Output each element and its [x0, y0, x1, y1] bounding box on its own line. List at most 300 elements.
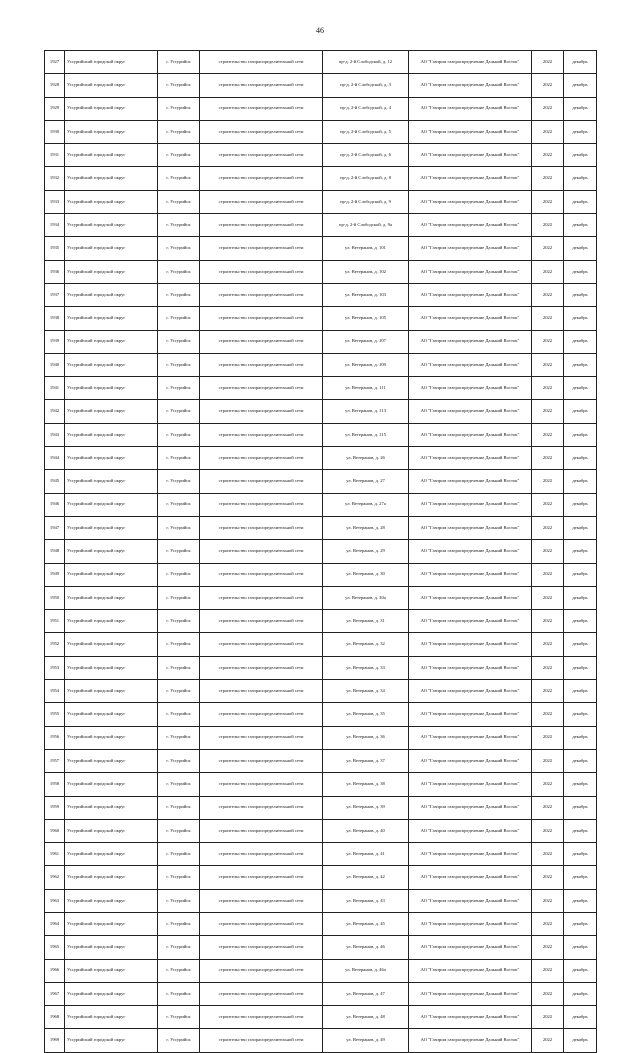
address-cell: пр-д. 2-й Слободской, д. 5: [323, 120, 409, 143]
organization-cell: АО "Газпром газораспределение Дальний Восток": [409, 377, 532, 400]
table-row: [45, 633, 597, 656]
row-number: 1968: [45, 1006, 65, 1029]
organization-cell: АО "Газпром газораспределение Дальний Восток": [409, 470, 532, 493]
year-cell: 2022: [532, 400, 564, 423]
month-cell: декабрь: [564, 633, 597, 656]
work-type-cell: строительство газораспределительной сети: [200, 190, 323, 213]
row-number: 1939: [45, 330, 65, 353]
address-cell: ул. Ветеранов, д. 31: [323, 610, 409, 633]
table-row: [45, 819, 597, 842]
organization-cell: АО "Газпром газораспределение Дальний Восток": [409, 819, 532, 842]
year-cell: 2022: [532, 120, 564, 143]
organization-cell: АО "Газпром газораспределение Дальний Восток": [409, 656, 532, 679]
city-cell: г. Уссурийск: [158, 120, 200, 143]
work-type-cell: строительство газораспределительной сети: [200, 680, 323, 703]
month-cell: декабрь: [564, 773, 597, 796]
district-cell: Уссурийский городской округ: [65, 307, 158, 330]
row-number: 1943: [45, 423, 65, 446]
row-number: 1965: [45, 936, 65, 959]
table-row: [45, 1006, 597, 1029]
table-row: [45, 493, 597, 516]
district-cell: Уссурийский городской округ: [65, 749, 158, 772]
table-row: [45, 656, 597, 679]
organization-cell: АО "Газпром газораспределение Дальний Восток": [409, 796, 532, 819]
city-cell: г. Уссурийск: [158, 819, 200, 842]
table-row: [45, 400, 597, 423]
work-type-cell: строительство газораспределительной сети: [200, 889, 323, 912]
city-cell: г. Уссурийск: [158, 586, 200, 609]
table-row: [45, 470, 597, 493]
work-type-cell: строительство газораспределительной сети: [200, 540, 323, 563]
row-number: 1969: [45, 1029, 65, 1052]
city-cell: г. Уссурийск: [158, 1029, 200, 1052]
month-cell: декабрь: [564, 726, 597, 749]
month-cell: декабрь: [564, 167, 597, 190]
row-number: 1948: [45, 540, 65, 563]
city-cell: г. Уссурийск: [158, 283, 200, 306]
organization-cell: АО "Газпром газораспределение Дальний Восток": [409, 214, 532, 237]
row-number: 1933: [45, 190, 65, 213]
year-cell: 2022: [532, 959, 564, 982]
work-type-cell: строительство газораспределительной сети: [200, 586, 323, 609]
year-cell: 2022: [532, 167, 564, 190]
year-cell: 2022: [532, 283, 564, 306]
address-cell: ул. Ветеранов, д. 42: [323, 866, 409, 889]
city-cell: г. Уссурийск: [158, 680, 200, 703]
month-cell: декабрь: [564, 680, 597, 703]
address-cell: ул. Ветеранов, д. 109: [323, 353, 409, 376]
address-cell: ул. Ветеранов, д. 32: [323, 633, 409, 656]
work-type-cell: строительство газораспределительной сети: [200, 307, 323, 330]
month-cell: декабрь: [564, 866, 597, 889]
address-cell: ул. Ветеранов, д. 39: [323, 796, 409, 819]
address-cell: ул. Ветеранов, д. 33: [323, 656, 409, 679]
row-number: 1953: [45, 656, 65, 679]
organization-cell: АО "Газпром газораспределение Дальний Восток": [409, 680, 532, 703]
district-cell: Уссурийский городской округ: [65, 680, 158, 703]
organization-cell: АО "Газпром газораспределение Дальний Восток": [409, 959, 532, 982]
address-cell: пр-д. 2-й Слободской, д. 12: [323, 51, 409, 74]
organization-cell: АО "Газпром газораспределение Дальний Восток": [409, 889, 532, 912]
organization-cell: АО "Газпром газораспределение Дальний Восток": [409, 633, 532, 656]
month-cell: декабрь: [564, 260, 597, 283]
row-number: 1942: [45, 400, 65, 423]
month-cell: декабрь: [564, 214, 597, 237]
city-cell: г. Уссурийск: [158, 633, 200, 656]
city-cell: г. Уссурийск: [158, 167, 200, 190]
address-cell: ул. Ветеранов, д. 101: [323, 237, 409, 260]
district-cell: Уссурийский городской округ: [65, 936, 158, 959]
organization-cell: АО "Газпром газораспределение Дальний Восток": [409, 283, 532, 306]
month-cell: декабрь: [564, 516, 597, 539]
district-cell: Уссурийский городской округ: [65, 540, 158, 563]
row-number: 1962: [45, 866, 65, 889]
organization-cell: АО "Газпром газораспределение Дальний Восток": [409, 912, 532, 935]
row-number: 1949: [45, 563, 65, 586]
row-number: 1938: [45, 307, 65, 330]
work-type-cell: строительство газораспределительной сети: [200, 1029, 323, 1052]
address-cell: ул. Ветеранов, д. 48: [323, 1006, 409, 1029]
table-body: [45, 51, 597, 1053]
table-row: [45, 936, 597, 959]
organization-cell: АО "Газпром газораспределение Дальний Восток": [409, 540, 532, 563]
table-row: [45, 423, 597, 446]
month-cell: декабрь: [564, 936, 597, 959]
address-cell: ул. Ветеранов, д. 115: [323, 423, 409, 446]
district-cell: Уссурийский городской округ: [65, 330, 158, 353]
city-cell: г. Уссурийск: [158, 773, 200, 796]
row-number: 1935: [45, 237, 65, 260]
year-cell: 2022: [532, 97, 564, 120]
work-type-cell: строительство газораспределительной сети: [200, 423, 323, 446]
organization-cell: АО "Газпром газораспределение Дальний Восток": [409, 237, 532, 260]
month-cell: декабрь: [564, 120, 597, 143]
organization-cell: АО "Газпром газораспределение Дальний Восток": [409, 936, 532, 959]
district-cell: Уссурийский городской округ: [65, 120, 158, 143]
address-cell: ул. Ветеранов, д. 107: [323, 330, 409, 353]
work-type-cell: строительство газораспределительной сети: [200, 773, 323, 796]
row-number: 1960: [45, 819, 65, 842]
organization-cell: АО "Газпром газораспределение Дальний Восток": [409, 144, 532, 167]
year-cell: 2022: [532, 796, 564, 819]
work-type-cell: строительство газораспределительной сети: [200, 843, 323, 866]
table-row: [45, 610, 597, 633]
row-number: 1928: [45, 74, 65, 97]
address-cell: пр-д. 2-й Слободской, д. 9: [323, 190, 409, 213]
row-number: 1946: [45, 493, 65, 516]
address-cell: ул. Ветеранов, д. 103: [323, 283, 409, 306]
district-cell: Уссурийский городской округ: [65, 656, 158, 679]
month-cell: декабрь: [564, 749, 597, 772]
organization-cell: АО "Газпром газораспределение Дальний Восток": [409, 330, 532, 353]
table-row: [45, 167, 597, 190]
work-type-cell: строительство газораспределительной сети: [200, 470, 323, 493]
district-cell: Уссурийский городской округ: [65, 959, 158, 982]
district-cell: Уссурийский городской округ: [65, 470, 158, 493]
city-cell: г. Уссурийск: [158, 540, 200, 563]
row-number: 1959: [45, 796, 65, 819]
row-number: 1955: [45, 703, 65, 726]
year-cell: 2022: [532, 866, 564, 889]
row-number: 1963: [45, 889, 65, 912]
month-cell: декабрь: [564, 400, 597, 423]
work-type-cell: строительство газораспределительной сети: [200, 819, 323, 842]
organization-cell: АО "Газпром газораспределение Дальний Восток": [409, 563, 532, 586]
year-cell: 2022: [532, 540, 564, 563]
city-cell: г. Уссурийск: [158, 796, 200, 819]
row-number: 1934: [45, 214, 65, 237]
table-row: [45, 74, 597, 97]
row-number: 1947: [45, 516, 65, 539]
organization-cell: АО "Газпром газораспределение Дальний Восток": [409, 74, 532, 97]
year-cell: 2022: [532, 563, 564, 586]
address-cell: пр-д. 2-й Слободской, д. 8: [323, 167, 409, 190]
city-cell: г. Уссурийск: [158, 982, 200, 1005]
year-cell: 2022: [532, 377, 564, 400]
organization-cell: АО "Газпром газораспределение Дальний Восток": [409, 190, 532, 213]
city-cell: г. Уссурийск: [158, 889, 200, 912]
month-cell: декабрь: [564, 912, 597, 935]
year-cell: 2022: [532, 936, 564, 959]
district-cell: Уссурийский городской округ: [65, 726, 158, 749]
table-row: [45, 1029, 597, 1052]
district-cell: Уссурийский городской округ: [65, 493, 158, 516]
table-row: [45, 190, 597, 213]
city-cell: г. Уссурийск: [158, 214, 200, 237]
organization-cell: АО "Газпром газораспределение Дальний Восток": [409, 516, 532, 539]
work-type-cell: строительство газораспределительной сети: [200, 167, 323, 190]
city-cell: г. Уссурийск: [158, 470, 200, 493]
address-cell: ул. Ветеранов, д. 46: [323, 936, 409, 959]
year-cell: 2022: [532, 260, 564, 283]
year-cell: 2022: [532, 749, 564, 772]
organization-cell: АО "Газпром газораспределение Дальний Восток": [409, 97, 532, 120]
table-row: [45, 843, 597, 866]
table-row: [45, 97, 597, 120]
table-row: [45, 796, 597, 819]
row-number: 1944: [45, 447, 65, 470]
city-cell: г. Уссурийск: [158, 190, 200, 213]
page-number: 46: [316, 26, 324, 35]
year-cell: 2022: [532, 680, 564, 703]
organization-cell: АО "Газпром газораспределение Дальний Восток": [409, 51, 532, 74]
year-cell: 2022: [532, 470, 564, 493]
organization-cell: АО "Газпром газораспределение Дальний Восток": [409, 447, 532, 470]
row-number: 1967: [45, 982, 65, 1005]
table-row: [45, 237, 597, 260]
table-row: [45, 144, 597, 167]
year-cell: 2022: [532, 889, 564, 912]
row-number: 1961: [45, 843, 65, 866]
district-cell: Уссурийский городской округ: [65, 353, 158, 376]
address-cell: ул. Ветеранов, д. 29: [323, 540, 409, 563]
address-cell: ул. Ветеранов, д. 41: [323, 843, 409, 866]
month-cell: декабрь: [564, 283, 597, 306]
row-number: 1930: [45, 120, 65, 143]
address-cell: пр-д. 2-й Слободской, д. 9а: [323, 214, 409, 237]
address-cell: ул. Ветеранов, д. 27: [323, 470, 409, 493]
year-cell: 2022: [532, 214, 564, 237]
year-cell: 2022: [532, 1029, 564, 1052]
address-cell: ул. Ветеранов, д. 111: [323, 377, 409, 400]
city-cell: г. Уссурийск: [158, 493, 200, 516]
district-cell: Уссурийский городской округ: [65, 144, 158, 167]
table-row: [45, 959, 597, 982]
month-cell: декабрь: [564, 144, 597, 167]
district-cell: Уссурийский городской округ: [65, 1029, 158, 1052]
address-cell: ул. Ветеранов, д. 40: [323, 819, 409, 842]
district-cell: Уссурийский городской округ: [65, 447, 158, 470]
district-cell: Уссурийский городской округ: [65, 423, 158, 446]
address-cell: ул. Ветеранов, д. 47: [323, 982, 409, 1005]
row-number: 1957: [45, 749, 65, 772]
work-type-cell: строительство газораспределительной сети: [200, 912, 323, 935]
month-cell: декабрь: [564, 563, 597, 586]
table-row: [45, 749, 597, 772]
row-number: 1941: [45, 377, 65, 400]
address-cell: ул. Ветеранов, д. 46а: [323, 959, 409, 982]
city-cell: г. Уссурийск: [158, 516, 200, 539]
district-cell: Уссурийский городской округ: [65, 190, 158, 213]
table-row: [45, 307, 597, 330]
work-type-cell: строительство газораспределительной сети: [200, 144, 323, 167]
month-cell: декабрь: [564, 74, 597, 97]
month-cell: декабрь: [564, 540, 597, 563]
work-type-cell: строительство газораспределительной сети: [200, 703, 323, 726]
table-row: [45, 214, 597, 237]
address-cell: ул. Ветеранов, д. 49: [323, 1029, 409, 1052]
month-cell: декабрь: [564, 796, 597, 819]
month-cell: декабрь: [564, 819, 597, 842]
month-cell: декабрь: [564, 610, 597, 633]
year-cell: 2022: [532, 703, 564, 726]
month-cell: декабрь: [564, 377, 597, 400]
row-number: 1954: [45, 680, 65, 703]
organization-cell: АО "Газпром газораспределение Дальний Восток": [409, 726, 532, 749]
table-row: [45, 516, 597, 539]
work-type-cell: строительство газораспределительной сети: [200, 633, 323, 656]
row-number: 1937: [45, 283, 65, 306]
month-cell: декабрь: [564, 307, 597, 330]
district-cell: Уссурийский городской округ: [65, 610, 158, 633]
year-cell: 2022: [532, 610, 564, 633]
organization-cell: АО "Газпром газораспределение Дальний Восток": [409, 260, 532, 283]
work-type-cell: строительство газораспределительной сети: [200, 283, 323, 306]
row-number: 1951: [45, 610, 65, 633]
row-number: 1940: [45, 353, 65, 376]
city-cell: г. Уссурийск: [158, 726, 200, 749]
organization-cell: АО "Газпром газораспределение Дальний Восток": [409, 749, 532, 772]
year-cell: 2022: [532, 493, 564, 516]
gas-network-schedule-table: [44, 50, 597, 1053]
address-cell: ул. Ветеранов, д. 102: [323, 260, 409, 283]
month-cell: декабрь: [564, 1006, 597, 1029]
table-row: [45, 680, 597, 703]
city-cell: г. Уссурийск: [158, 400, 200, 423]
work-type-cell: строительство газораспределительной сети: [200, 74, 323, 97]
year-cell: 2022: [532, 1006, 564, 1029]
address-cell: пр-д. 2-й Слободской, д. 4: [323, 97, 409, 120]
address-cell: ул. Ветеранов, д. 38: [323, 773, 409, 796]
work-type-cell: строительство газораспределительной сети: [200, 97, 323, 120]
work-type-cell: строительство газораспределительной сети: [200, 1006, 323, 1029]
month-cell: декабрь: [564, 190, 597, 213]
district-cell: Уссурийский городской округ: [65, 97, 158, 120]
district-cell: Уссурийский городской округ: [65, 74, 158, 97]
month-cell: декабрь: [564, 493, 597, 516]
district-cell: Уссурийский городской округ: [65, 377, 158, 400]
city-cell: г. Уссурийск: [158, 959, 200, 982]
table-row: [45, 866, 597, 889]
address-cell: пр-д. 2-й Слободской, д. 6: [323, 144, 409, 167]
month-cell: декабрь: [564, 353, 597, 376]
year-cell: 2022: [532, 447, 564, 470]
month-cell: декабрь: [564, 959, 597, 982]
city-cell: г. Уссурийск: [158, 330, 200, 353]
organization-cell: АО "Газпром газораспределение Дальний Восток": [409, 586, 532, 609]
work-type-cell: строительство газораспределительной сети: [200, 959, 323, 982]
work-type-cell: строительство газораспределительной сети: [200, 610, 323, 633]
city-cell: г. Уссурийск: [158, 377, 200, 400]
organization-cell: АО "Газпром газораспределение Дальний Восток": [409, 866, 532, 889]
address-cell: ул. Ветеранов, д. 113: [323, 400, 409, 423]
year-cell: 2022: [532, 819, 564, 842]
row-number: 1950: [45, 586, 65, 609]
month-cell: декабрь: [564, 1029, 597, 1052]
row-number: 1931: [45, 144, 65, 167]
table-row: [45, 982, 597, 1005]
city-cell: г. Уссурийск: [158, 260, 200, 283]
city-cell: г. Уссурийск: [158, 237, 200, 260]
work-type-cell: строительство газораспределительной сети: [200, 936, 323, 959]
address-cell: ул. Ветеранов, д. 45: [323, 912, 409, 935]
organization-cell: АО "Газпром газораспределение Дальний Восток": [409, 703, 532, 726]
table-row: [45, 773, 597, 796]
organization-cell: АО "Газпром газораспределение Дальний Восток": [409, 167, 532, 190]
year-cell: 2022: [532, 330, 564, 353]
year-cell: 2022: [532, 74, 564, 97]
address-cell: ул. Ветеранов, д. 26: [323, 447, 409, 470]
district-cell: Уссурийский городской округ: [65, 167, 158, 190]
city-cell: г. Уссурийск: [158, 610, 200, 633]
organization-cell: АО "Газпром газораспределение Дальний Восток": [409, 307, 532, 330]
city-cell: г. Уссурийск: [158, 307, 200, 330]
row-number: 1945: [45, 470, 65, 493]
work-type-cell: строительство газораспределительной сети: [200, 796, 323, 819]
table-row: [45, 377, 597, 400]
month-cell: декабрь: [564, 982, 597, 1005]
work-type-cell: строительство газораспределительной сети: [200, 237, 323, 260]
table-row: [45, 51, 597, 74]
table-row: [45, 330, 597, 353]
organization-cell: АО "Газпром газораспределение Дальний Восток": [409, 493, 532, 516]
work-type-cell: строительство газораспределительной сети: [200, 353, 323, 376]
district-cell: Уссурийский городской округ: [65, 843, 158, 866]
table-row: [45, 353, 597, 376]
month-cell: декабрь: [564, 703, 597, 726]
work-type-cell: строительство газораспределительной сети: [200, 377, 323, 400]
address-cell: ул. Ветеранов, д. 43: [323, 889, 409, 912]
row-number: 1964: [45, 912, 65, 935]
work-type-cell: строительство газораспределительной сети: [200, 214, 323, 237]
month-cell: декабрь: [564, 51, 597, 74]
year-cell: 2022: [532, 912, 564, 935]
district-cell: Уссурийский городской округ: [65, 563, 158, 586]
district-cell: Уссурийский городской округ: [65, 773, 158, 796]
year-cell: 2022: [532, 190, 564, 213]
work-type-cell: строительство газораспределительной сети: [200, 726, 323, 749]
district-cell: Уссурийский городской округ: [65, 237, 158, 260]
city-cell: г. Уссурийск: [158, 51, 200, 74]
year-cell: 2022: [532, 51, 564, 74]
row-number: 1952: [45, 633, 65, 656]
work-type-cell: строительство газораспределительной сети: [200, 51, 323, 74]
year-cell: 2022: [532, 773, 564, 796]
row-number: 1958: [45, 773, 65, 796]
city-cell: г. Уссурийск: [158, 749, 200, 772]
district-cell: Уссурийский городской округ: [65, 516, 158, 539]
district-cell: Уссурийский городской округ: [65, 982, 158, 1005]
district-cell: Уссурийский городской округ: [65, 796, 158, 819]
work-type-cell: строительство газораспределительной сети: [200, 516, 323, 539]
city-cell: г. Уссурийск: [158, 656, 200, 679]
year-cell: 2022: [532, 144, 564, 167]
district-cell: Уссурийский городской округ: [65, 283, 158, 306]
city-cell: г. Уссурийск: [158, 144, 200, 167]
month-cell: декабрь: [564, 237, 597, 260]
organization-cell: АО "Газпром газораспределение Дальний Восток": [409, 773, 532, 796]
year-cell: 2022: [532, 586, 564, 609]
